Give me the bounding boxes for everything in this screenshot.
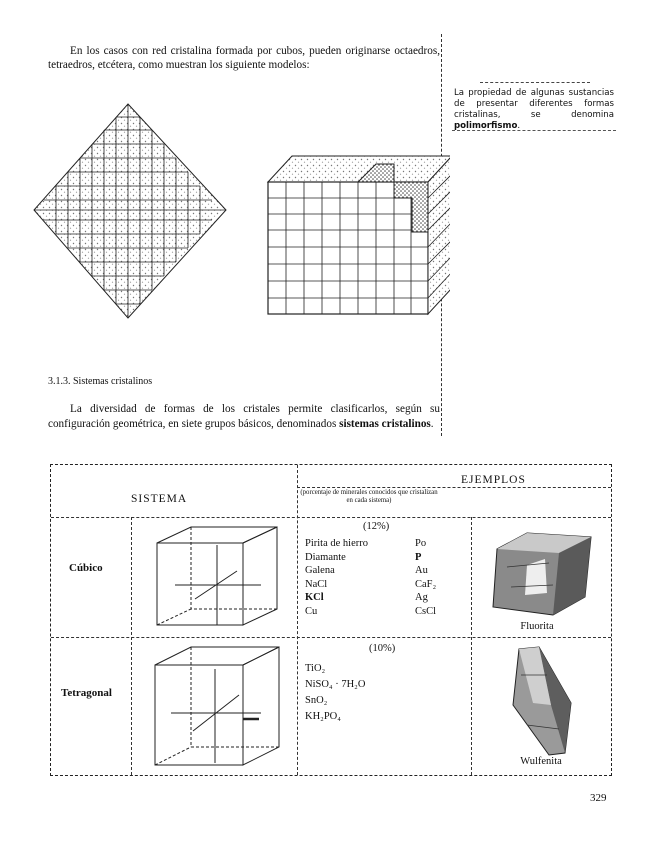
cube-model	[268, 156, 450, 314]
sidenote-period: .	[517, 121, 521, 131]
example-row	[305, 551, 465, 565]
example-row	[305, 693, 465, 709]
percent: (12%)	[363, 521, 390, 532]
col-divider-mineral	[471, 517, 472, 775]
example-row	[305, 709, 465, 725]
examples-list	[305, 661, 465, 725]
example-name: NaCl	[305, 578, 328, 590]
examples-list	[305, 537, 465, 619]
page-number: 329	[590, 792, 607, 804]
example-formula: Po	[415, 538, 427, 549]
wulfenita-photo	[499, 645, 585, 757]
crystal-models-illustration	[30, 92, 450, 332]
header-ejemplos: EJEMPLOS	[461, 474, 526, 486]
example-name: KH₂PO₄	[305, 711, 341, 722]
octahedron-model	[34, 104, 226, 318]
section-title: 3.1.3. Sistemas cristalinos	[48, 376, 153, 387]
para-text: La diversidad de formas de los cristales permite clasificarlos, según su configuración geométrica, en siete grupos básicos, denominados	[48, 403, 440, 430]
cubic-cell-diagram	[151, 525, 291, 629]
example-row	[305, 677, 465, 693]
example-row	[305, 605, 465, 619]
example-row	[305, 591, 465, 605]
tetragonal-cell-diagram	[147, 643, 293, 771]
example-row	[305, 537, 465, 551]
fluorita-photo	[487, 527, 597, 619]
example-name: SnO₂	[305, 695, 328, 706]
example-name: Pirita de hierro	[305, 538, 368, 549]
row-divider	[51, 637, 611, 638]
example-name: Cu	[305, 605, 318, 617]
example-name: KCl	[305, 592, 324, 604]
intro-paragraph	[48, 44, 440, 72]
example-row	[305, 564, 465, 578]
example-formula: CsCl	[415, 605, 437, 617]
percent: (10%)	[369, 643, 396, 654]
ejemplos-divider	[297, 487, 611, 488]
sidenote-bottom-rule	[452, 130, 616, 131]
example-formula: Ag	[415, 592, 428, 604]
example-name: TiO₂	[305, 663, 326, 674]
header-sistema: SISTEMA	[131, 493, 188, 505]
system-name: Tetragonal	[61, 687, 112, 699]
example-name: Diamante	[305, 551, 346, 563]
example-row	[305, 661, 465, 677]
crystal-systems-table	[50, 464, 612, 776]
col-divider-name	[131, 517, 132, 775]
example-name: NiSO₄ · 7H₂O	[305, 679, 366, 690]
sidenote	[454, 88, 614, 132]
example-row	[305, 578, 465, 592]
intro-text: En los casos con red cristalina formada por cubos, pueden originarse octaedros, tetraedros, etcétera, como muestran los siguiente modelos:	[48, 45, 440, 71]
sidenote-top-rule	[480, 82, 590, 83]
mineral-name: Wulfenita	[520, 756, 562, 767]
example-formula: P	[415, 551, 422, 563]
sistemas-paragraph	[48, 402, 440, 431]
para-period: .	[430, 417, 434, 430]
sidenote-term: polimorfismo	[454, 121, 518, 131]
example-name: Galena	[305, 565, 335, 577]
sidenote-text: La propiedad de algunas sustancias de presentar diferentes formas cristalinas, se denomina	[454, 88, 614, 120]
mineral-name: Fluorita	[520, 621, 554, 632]
para-term: sistemas cristalinos	[339, 417, 431, 430]
system-name: Cúbico	[69, 562, 103, 574]
example-formula: Au	[415, 565, 428, 577]
header-sub: (porcentaje de minerales conocidos que cristalizan en cada sistema)	[300, 489, 438, 504]
col-divider-main	[297, 465, 298, 775]
example-formula: CaF₂	[415, 578, 437, 590]
header-divider	[51, 517, 611, 518]
